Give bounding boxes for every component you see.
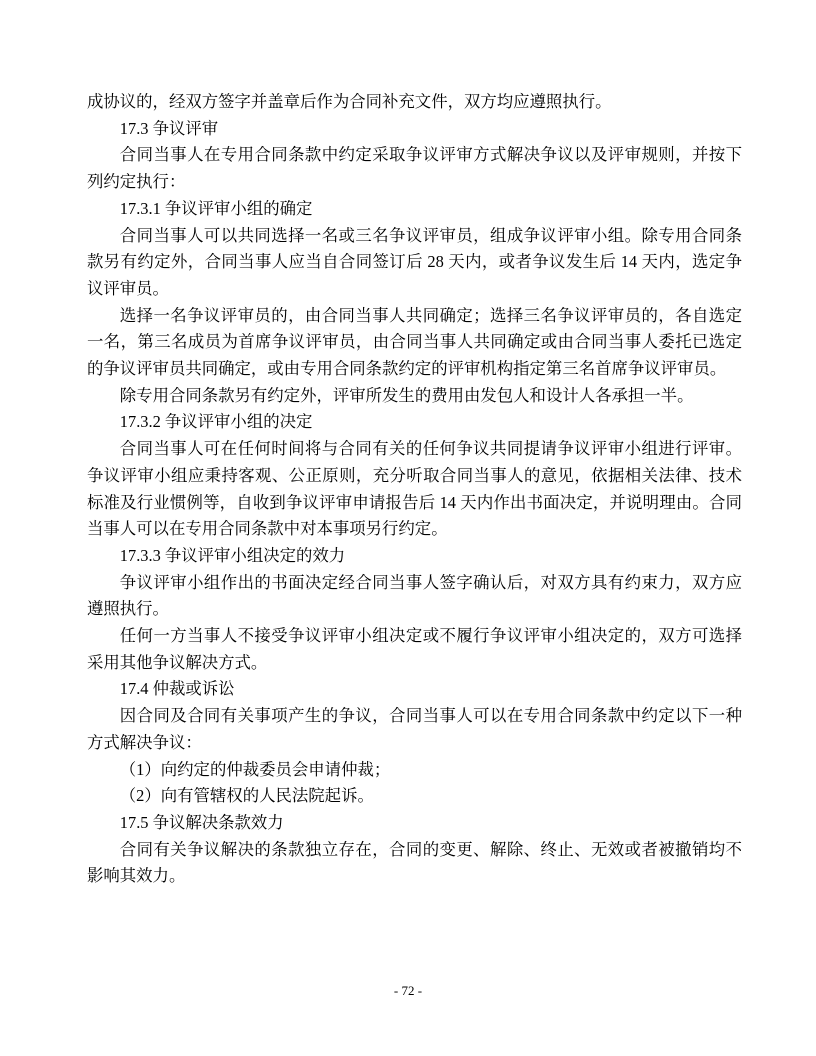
section-heading: 17.3 争议评审 bbox=[119, 118, 219, 138]
section-heading: 17.3.3 争议评审小组决定的效力 bbox=[119, 545, 346, 565]
paragraph: 合同当事人可以共同选择一名或三名争议评审员，组成争议评审小组。除专用合同条款另有约定外，合同当事人应当自合同签订后 28 天内，或者争议发生后 14 天内，选定争议评审员。 bbox=[87, 225, 742, 298]
section-heading: 17.4 仲裁或诉讼 bbox=[119, 679, 235, 699]
page-footer bbox=[0, 982, 816, 1000]
paragraph: （2）向有管辖权的人民法院起诉。 bbox=[119, 786, 374, 806]
paragraph: 合同有关争议解决的条款独立存在，合同的变更、解除、终止、无效或者被撤销均不影响其效力。 bbox=[87, 839, 742, 886]
paragraph: （1）向约定的仲裁委员会申请仲裁； bbox=[119, 759, 391, 779]
paragraph: 选择一名争议评审员的，由合同当事人共同确定；选择三名争议评审员的，各自选定一名，第三名成员为首席争议评审员，由合同当事人共同确定或由合同当事人委托已选定的争议评审员共同确定，或由专用合同条款约定的评审机构指定第三名首席争议评审员。 bbox=[87, 305, 742, 379]
paragraph: 争议评审小组作出的书面决定经合同当事人签字确认后，对双方具有约束力，双方应遵照执行。 bbox=[87, 572, 742, 619]
paragraph: 任何一方当事人不接受争议评审小组决定或不履行争议评审小组决定的，双方可选择采用其他争议解决方式。 bbox=[87, 626, 742, 672]
paragraph: 成协议的，经双方签字并盖章后作为合同补充文件，双方均应遵照执行。 bbox=[87, 92, 612, 111]
page-number: - 72 - bbox=[393, 983, 423, 998]
section-heading: 17.3.2 争议评审小组的决定 bbox=[119, 412, 313, 432]
section-heading: 17.5 争议解决条款效力 bbox=[119, 812, 284, 832]
document-body bbox=[87, 89, 742, 890]
paragraph: 合同当事人可在任何时间将与合同有关的任何争议共同提请争议评审小组进行评审。争议评审小组应秉持客观、公正原则，充分听取合同当事人的意见，依据相关法律、技术标准及行业惯例等，自收到争议评审申请报告后 14 天内作出书面决定，并说明理由。合同当事人可以在专用合同条款中对本事项另行约定。 bbox=[87, 439, 742, 539]
paragraph: 因合同及合同有关事项产生的争议，合同当事人可以在专用合同条款中约定以下一种方式解决争议： bbox=[87, 706, 742, 752]
paragraph: 除专用合同条款另有约定外，评审所发生的费用由发包人和设计人各承担一半。 bbox=[119, 385, 694, 405]
section-heading: 17.3.1 争议评审小组的确定 bbox=[119, 198, 313, 218]
paragraph: 合同当事人在专用合同条款中约定采取争议评审方式解决争议以及评审规则，并按下列约定执行： bbox=[87, 145, 742, 192]
